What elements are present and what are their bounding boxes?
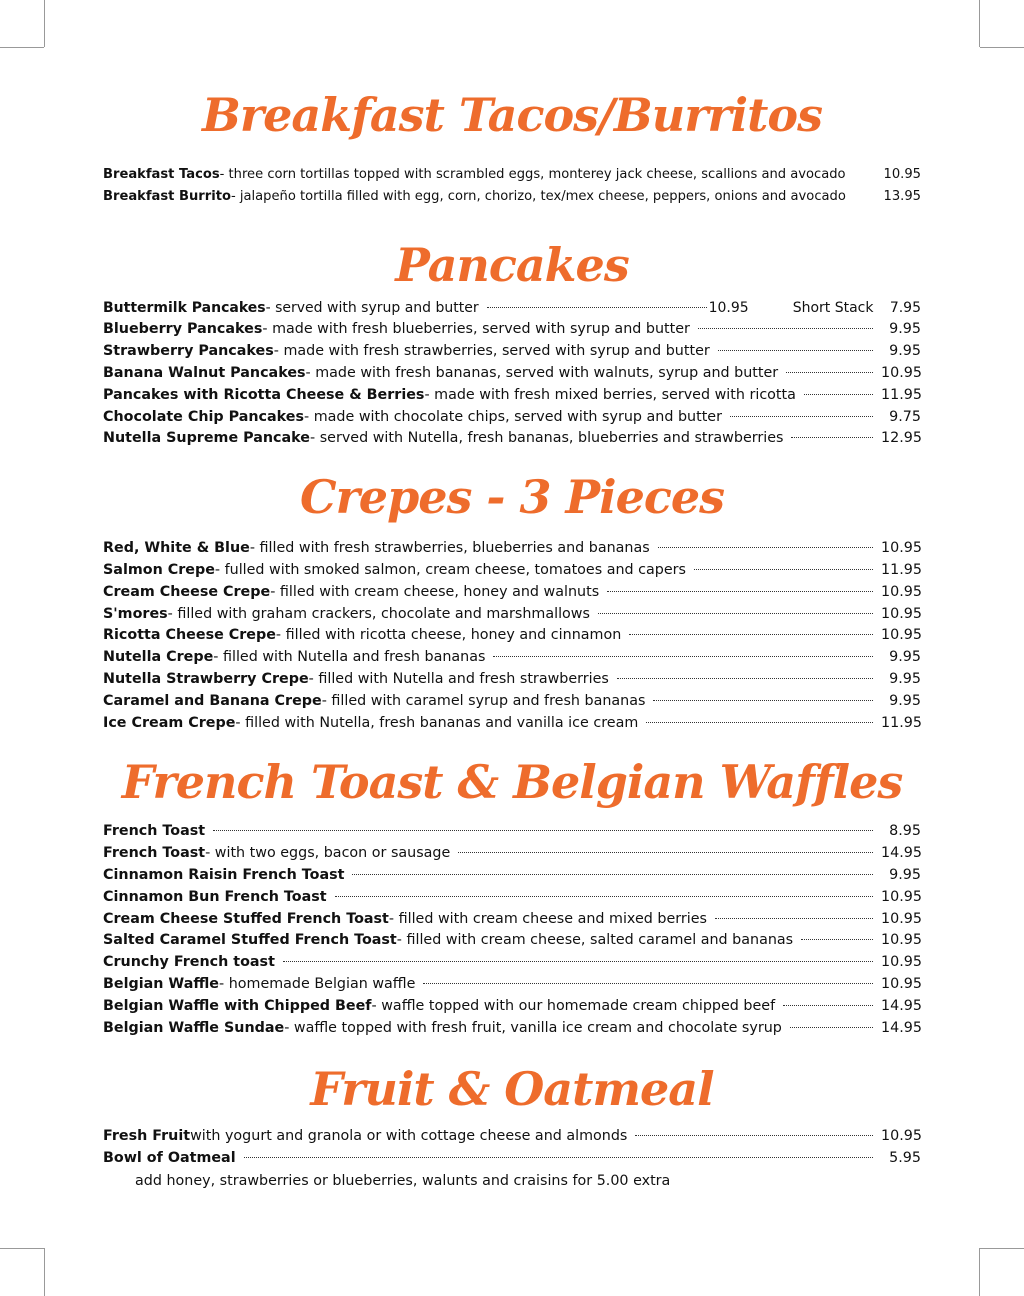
crop-mark — [980, 47, 1024, 48]
item-desc: - filled with ricotta cheese, honey and cinnamon — [275, 627, 622, 644]
item-desc: - made with fresh strawberries, served with syrup and butter — [273, 343, 710, 360]
item-price: 10.95 — [881, 975, 922, 992]
item-price: 11.95 — [881, 714, 922, 731]
menu-item — [103, 713, 921, 735]
item-price: 9.95 — [889, 649, 921, 666]
item-name: Cream Cheese Crepe — [103, 583, 271, 600]
dot-leader — [335, 896, 873, 897]
item-name: Red, White & Blue — [103, 540, 250, 557]
crepes-list — [103, 538, 921, 734]
item-desc: - with two eggs, bacon or sausage — [205, 845, 451, 862]
dot-leader — [635, 1135, 873, 1136]
item-name: Nutella Supreme Pancake — [103, 430, 310, 447]
item-name: Pancakes with Ricotta Cheese & Berries — [103, 386, 425, 403]
item-desc: - filled with Nutella and fresh bananas — [213, 649, 486, 666]
item-name: Blueberry Pancakes — [103, 321, 263, 338]
item-name: Cinnamon Bun French Toast — [103, 888, 327, 905]
item-name: Salted Caramel Stuffed French Toast — [103, 932, 397, 949]
item-name: Bowl of Oatmeal — [103, 1150, 236, 1167]
dot-leader — [244, 1157, 873, 1158]
section-title-tacos: Breakfast Tacos/Burritos — [202, 88, 822, 142]
item-desc: - filled with fresh strawberries, blueberries and bananas — [249, 540, 650, 557]
item-price: 9.95 — [889, 692, 921, 709]
menu-item — [103, 319, 921, 341]
item-desc: - filled with cream cheese and mixed berries — [388, 910, 707, 927]
section-title-fruit: Fruit & Oatmeal — [310, 1062, 714, 1117]
menu-item — [103, 341, 921, 363]
dot-leader — [658, 547, 873, 548]
item-price: 10.95 — [881, 627, 922, 644]
crop-mark — [44, 1248, 45, 1296]
item-price: 10.95 — [881, 954, 922, 971]
item-desc: - filled with graham crackers, chocolate and marshmallows — [167, 605, 590, 622]
section-title-pancakes: Pancakes — [395, 237, 629, 292]
item-price: 10.95 — [881, 932, 922, 949]
dot-leader — [352, 874, 873, 875]
menu-item — [103, 186, 921, 208]
dot-leader — [487, 307, 707, 308]
item-price: 12.95 — [881, 430, 922, 447]
dot-leader — [786, 372, 873, 373]
menu-item — [103, 865, 921, 887]
item-desc: - three corn tortillas topped with scrambled eggs, monterey jack cheese, scallions and avocado — [219, 167, 846, 182]
item-price: 10.95 — [881, 583, 922, 600]
item-name: Banana Walnut Pancakes — [103, 364, 306, 381]
item-name: Chocolate Chip Pancakes — [103, 408, 305, 425]
item-price: 10.95 — [881, 888, 922, 905]
item-name: Cream Cheese Stuffed French Toast — [103, 910, 389, 927]
item-name: Caramel and Banana Crepe — [103, 692, 322, 709]
menu-item — [103, 164, 921, 186]
dot-leader — [646, 722, 873, 723]
dot-leader — [653, 700, 873, 701]
menu-item — [103, 952, 921, 974]
menu-item — [103, 385, 921, 407]
menu-item — [103, 996, 921, 1018]
crop-mark — [979, 1248, 980, 1296]
menu-item — [103, 625, 921, 647]
item-name: Breakfast Burrito — [103, 188, 231, 204]
menu-item — [103, 1018, 921, 1040]
item-name: Nutella Strawberry Crepe — [103, 670, 309, 687]
dot-leader — [718, 350, 873, 351]
item-name: Belgian Waffle — [103, 975, 219, 992]
menu-item — [103, 560, 921, 582]
menu-item — [103, 407, 921, 429]
dot-leader — [607, 591, 873, 592]
dot-leader — [698, 328, 873, 329]
dot-leader — [493, 656, 873, 657]
item-price: 13.95 — [883, 188, 921, 204]
item-price: 14.95 — [881, 845, 922, 862]
menu-item — [103, 909, 921, 931]
item-price: 9.95 — [889, 670, 921, 687]
menu-item — [103, 1148, 921, 1170]
item-price: 10.95 — [881, 540, 922, 557]
item-name: Ricotta Cheese Crepe — [103, 627, 276, 644]
menu-item — [103, 582, 921, 604]
dot-leader — [629, 634, 873, 635]
oatmeal-note: add honey, strawberries or blueberries, walunts and craisins for 5.00 extra — [135, 1172, 671, 1189]
item-price: 9.95 — [889, 321, 921, 338]
item-name: Fresh Fruit — [103, 1128, 191, 1145]
item-price: 10.95 — [881, 910, 922, 927]
dot-leader — [458, 852, 873, 853]
menu-item — [103, 538, 921, 560]
dot-leader — [791, 437, 873, 438]
dot-leader — [783, 1005, 873, 1006]
item-price: 11.95 — [881, 386, 922, 403]
crop-mark — [0, 47, 44, 48]
section-title-crepes: Crepes - 3 Pieces — [299, 470, 725, 525]
item-desc: - filled with caramel syrup and fresh bananas — [321, 692, 646, 709]
item-desc: - made with fresh mixed berries, served with ricotta — [424, 386, 796, 403]
item-desc: - filled with cream cheese, honey and walnuts — [270, 583, 600, 600]
item-price: 5.95 — [889, 1150, 921, 1167]
menu-item — [103, 821, 921, 843]
item-name: Belgian Waffle Sundae — [103, 1019, 285, 1036]
item-desc: - fulled with smoked salmon, cream cheese, tomatoes and capers — [214, 561, 686, 578]
menu-item — [103, 887, 921, 909]
item-price: 10.95 — [881, 1128, 922, 1145]
crop-mark — [979, 0, 980, 47]
crop-mark — [44, 0, 45, 47]
item-name: Salmon Crepe — [103, 561, 215, 578]
dot-leader — [730, 416, 873, 417]
menu-item — [103, 647, 921, 669]
item-name: Ice Cream Crepe — [103, 714, 236, 731]
item-desc: - made with fresh bananas, served with walnuts, syrup and butter — [305, 364, 779, 381]
dot-leader — [790, 1027, 873, 1028]
item-desc: - waffle topped with our homemade cream chipped beef — [371, 997, 776, 1014]
item-desc: - jalapeño tortilla filled with egg, corn, chorizo, tex/mex cheese, peppers, onions and avocado — [230, 188, 846, 204]
item-desc: - filled with Nutella, fresh bananas and vanilla ice cream — [235, 714, 639, 731]
item-desc: - served with syrup and butter — [265, 299, 479, 316]
item-price: 10.95 — [881, 364, 922, 381]
dot-leader — [283, 961, 873, 962]
item-price: 9.75 — [889, 408, 921, 425]
item-desc: - made with chocolate chips, served with syrup and butter — [304, 408, 722, 425]
item-name: S'mores — [103, 605, 168, 622]
item-desc: - filled with Nutella and fresh strawberries — [308, 670, 609, 687]
item-price: 10.95 — [883, 167, 921, 182]
item-price: 9.95 — [889, 343, 921, 360]
crop-mark — [980, 1248, 1024, 1249]
menu-item — [103, 298, 921, 320]
item-price: 14.95 — [881, 997, 922, 1014]
menu-item — [103, 843, 921, 865]
fruit-list — [103, 1126, 921, 1170]
menu-item — [103, 604, 921, 626]
item-name: Belgian Waffle with Chipped Beef — [103, 997, 372, 1014]
menu-item — [103, 691, 921, 713]
menu — [103, 88, 922, 1192]
tacos-list — [103, 164, 921, 208]
dot-leader — [801, 939, 873, 940]
french-toast-list — [103, 821, 921, 1039]
menu-item — [103, 1126, 921, 1148]
item-price: 9.95 — [889, 866, 921, 883]
item-desc: with yogurt and granola or with cottage cheese and almonds — [190, 1128, 628, 1145]
dot-leader — [804, 394, 873, 395]
dot-leader — [694, 569, 873, 570]
item-price: 14.95 — [881, 1019, 922, 1036]
menu-item — [103, 363, 921, 385]
menu-item — [103, 428, 921, 450]
item-price: 10.95 — [881, 605, 922, 622]
menu-item — [103, 974, 921, 996]
menu-item — [103, 669, 921, 691]
short-stack-label: Short Stack — [792, 299, 874, 316]
item-desc: - made with fresh blueberries, served with syrup and butter — [262, 321, 690, 338]
crop-mark — [0, 1248, 44, 1249]
item-price: 10.95 — [708, 299, 749, 316]
dot-leader — [423, 983, 873, 984]
item-desc: - homemade Belgian waffle — [219, 975, 416, 992]
item-price: 8.95 — [889, 823, 921, 840]
item-name: French Toast — [103, 845, 206, 862]
item-name: Strawberry Pancakes — [103, 343, 274, 360]
short-stack-price: 7.95 — [889, 299, 921, 316]
section-title-french: French Toast & Belgian Waffles — [121, 755, 903, 810]
item-desc: - filled with cream cheese, salted caramel and bananas — [396, 932, 794, 949]
dot-leader — [715, 918, 873, 919]
menu-item — [103, 930, 921, 952]
item-price: 11.95 — [881, 561, 922, 578]
dot-leader — [598, 613, 873, 614]
dot-leader — [213, 830, 873, 831]
item-name: Breakfast Tacos — [103, 167, 220, 182]
item-desc: - served with Nutella, fresh bananas, blueberries and strawberries — [310, 430, 784, 447]
item-desc: - waffle topped with fresh fruit, vanilla ice cream and chocolate syrup — [284, 1019, 782, 1036]
item-name: French Toast — [103, 823, 206, 840]
item-name: Crunchy French toast — [103, 954, 275, 971]
pancakes-list — [103, 298, 921, 451]
item-name: Buttermilk Pancakes — [103, 299, 266, 316]
item-name: Cinnamon Raisin French Toast — [103, 866, 345, 883]
dot-leader — [617, 678, 873, 679]
item-name: Nutella Crepe — [103, 649, 214, 666]
